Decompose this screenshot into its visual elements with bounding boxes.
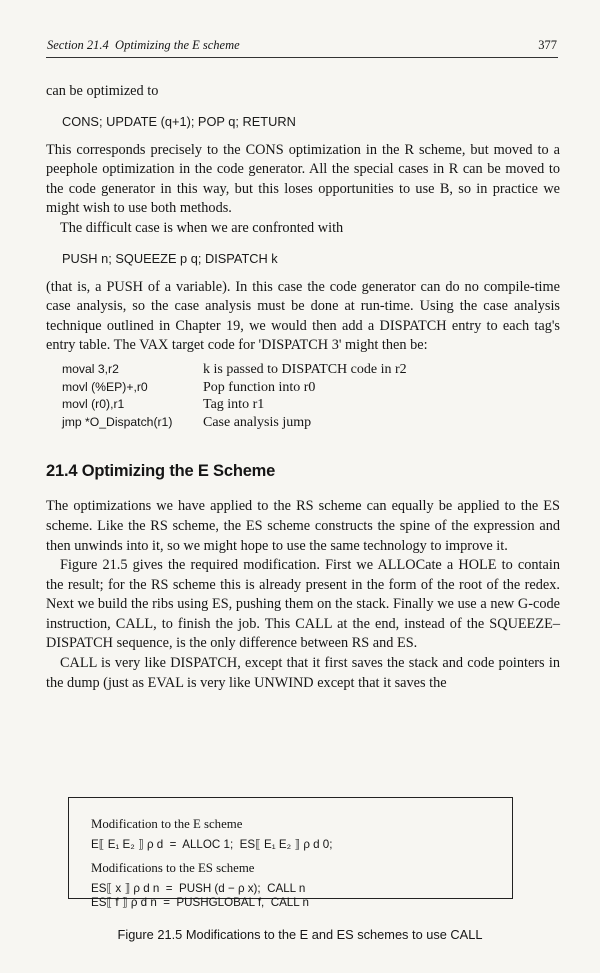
- asm-comment: Case analysis jump: [203, 414, 312, 430]
- code-line-2: PUSH n; SQUEEZE p q; DISPATCH k: [62, 250, 278, 266]
- paragraph-3: The difficult case is when we are confronted with: [60, 219, 344, 236]
- figure-rule-es-global: ES⟦ f ⟧ ρ d n = PUSHGLOBAL f, CALL n: [91, 896, 309, 909]
- section-heading: 21.4 Optimizing the E Scheme: [46, 462, 276, 481]
- paragraph-2: This corresponds precisely to the CONS optimization in the R scheme, but moved to a peephole optimization in the code generator. All the special cases in R can be moved to the code generator in this way, but this loses opportunities to use B, so in practice we might wish to use both methods.: [46, 141, 560, 217]
- paragraph-4: (that is, a PUSH of a variable). In this case the code generator can do no compile-time case analysis, so the case analysis must be done at run-time. Using the case analysis technique outlined in Chapter 19, we would then add a DISPATCH entry to each tag's entry table. The VAX target code for 'DISPATCH 3' might then be:: [46, 278, 560, 354]
- header-rule: [46, 57, 558, 58]
- figure-rule-e: E⟦ E₁ E₂ ⟧ ρ d = ALLOC 1; ES⟦ E₁ E₂ ⟧ ρ d 0;: [91, 838, 333, 851]
- code-line-1: CONS; UPDATE (q+1); POP q; RETURN: [62, 113, 296, 129]
- asm-row: [62, 362, 560, 380]
- asm-comment: Tag into r1: [203, 397, 265, 413]
- asm-row: [62, 397, 560, 415]
- figure-title-e: Modification to the E scheme: [91, 817, 243, 831]
- figure-title-es: Modifications to the ES scheme: [91, 861, 255, 875]
- paragraph-6: Figure 21.5 gives the required modification. First we ALLOCate a HOLE to contain the result; for the RS scheme this is already present in the form of the root of the redex. Next we build the ribs using ES, pushing them on the stack. Finally we use a new G-code instruction, CALL, to finish the job. This CALL at the end, instead of the SQUEEZE–DISPATCH sequence, is the only difference between RS and ES.: [46, 557, 560, 652]
- figure-rule-es-var: ES⟦ x ⟧ ρ d n = PUSH (d − ρ x); CALL n: [91, 882, 306, 895]
- header-title: Optimizing the E scheme: [115, 38, 240, 52]
- asm-code: moval 3,r2: [62, 361, 119, 376]
- paragraph-1: can be optimized to: [46, 83, 159, 99]
- asm-code: movl (%EP)+,r0: [62, 379, 148, 394]
- asm-comment: k is passed to DISPATCH code in r2: [203, 361, 407, 377]
- paragraph-5: The optimizations we have applied to the RS scheme can equally be applied to the ES scheme. Like the RS scheme, the ES scheme constructs the spine of the expression and then unwinds into it, so we might hope to use the same technology to improve it.: [46, 498, 560, 554]
- header-section: Section 21.4: [47, 38, 109, 52]
- asm-row: [62, 380, 560, 398]
- figure-box: [68, 797, 513, 909]
- asm-code: movl (r0),r1: [62, 397, 125, 412]
- figure-caption: Figure 21.5 Modifications to the E and ES schemes to use CALL: [117, 927, 483, 942]
- assembly-listing: [62, 362, 560, 432]
- header-left: [47, 38, 240, 53]
- page-body: [46, 82, 560, 693]
- paragraph-7: CALL is very like DISPATCH, except that it first saves the stack and code pointers in the dump (just as EVAL is very like UNWIND except that it saves the: [46, 655, 560, 691]
- page-number: 377: [538, 38, 557, 52]
- asm-code: jmp *O_Dispatch(r1): [62, 414, 173, 429]
- asm-comment: Pop function into r0: [203, 379, 316, 395]
- asm-row: [62, 415, 560, 433]
- running-header: [47, 38, 557, 53]
